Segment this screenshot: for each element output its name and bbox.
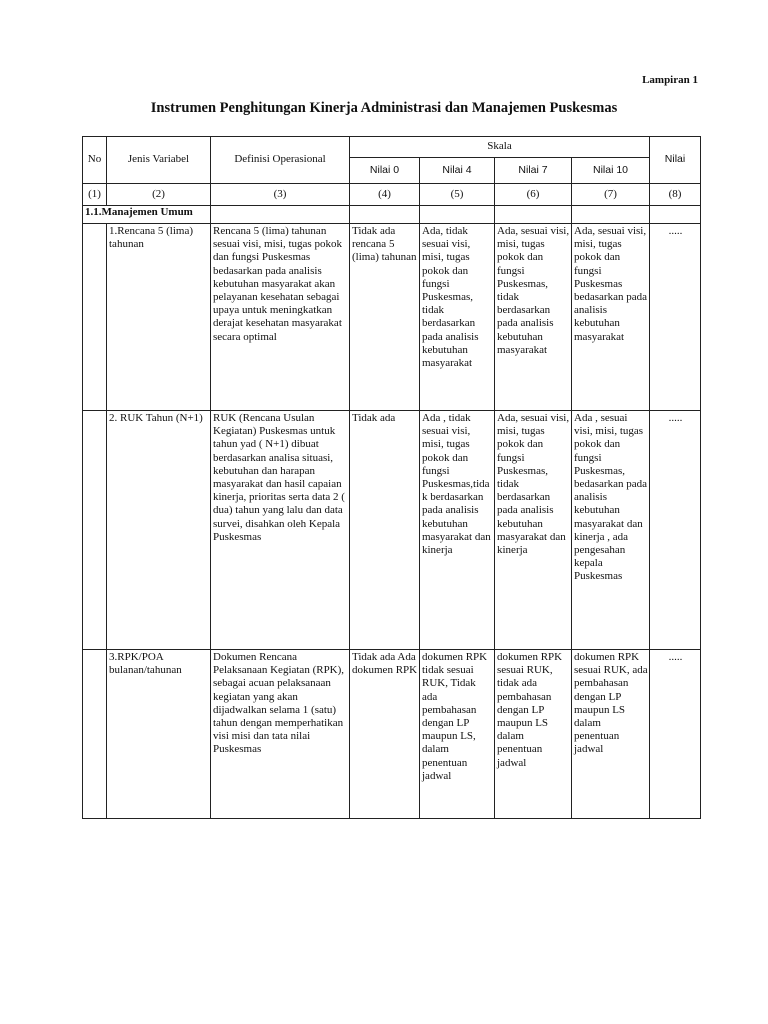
header-jenis-variabel: Jenis Variabel <box>107 137 211 184</box>
nilai-4-cell: dokumen RPK tidak sesuai RUK, Tidak ada pembahasan dengan LP maupun LS, dalam penentuan jadwal <box>420 650 495 819</box>
nilai-0-cell: Tidak ada Ada dokumen RPK <box>350 650 420 819</box>
nilai-4-cell: Ada, tidak sesuai visi, misi, tugas pokok dan fungsi Puskesmas, tidak berdasarkan pada analisis kebutuhan masyarakat <box>420 224 495 411</box>
col-number: (2) <box>107 184 211 206</box>
header-nilai-4: Nilai 4 <box>420 158 495 184</box>
nilai-7-cell: dokumen RPK sesuai RUK, tidak ada pembahasan dengan LP maupun LS dalam penentuan jadwal <box>495 650 572 819</box>
header-nilai: Nilai <box>650 137 701 184</box>
col-number: (4) <box>350 184 420 206</box>
col-number: (6) <box>495 184 572 206</box>
column-number-row <box>83 184 701 206</box>
jenis-variabel-cell: 2. RUK Tahun (N+1) <box>107 411 211 650</box>
header-nilai-10: Nilai 10 <box>572 158 650 184</box>
appendix-label: Lampiran 1 <box>642 74 698 86</box>
nilai-10-cell: Ada , sesuai visi, misi, tugas pokok dan fungsi Puskesmas, bedasarkan pada analisis kebutuhan masyarakat dan kinerja , ada pengesahan kepala Puskesmas <box>572 411 650 650</box>
empty-cell <box>420 206 495 224</box>
row-no-cell <box>83 411 107 650</box>
empty-cell <box>650 206 701 224</box>
table-row <box>83 650 701 819</box>
empty-cell <box>572 206 650 224</box>
definisi-cell: RUK (Rencana Usulan Kegiatan) Puskesmas untuk tahun yad ( N+1) dibuat berdasarkan analisa situasi, kebutuhan dan harapan masyarakat dan hasil capaian kinerja, prioritas serta data 2 ( dua) tahun yang lalu dan data survei, disahkan oleh Kepala Puskesmas <box>211 411 350 650</box>
header-no: No <box>83 137 107 184</box>
nilai-score-cell: ..... <box>650 224 701 411</box>
table-row <box>83 411 701 650</box>
nilai-score-cell: ..... <box>650 411 701 650</box>
jenis-variabel-cell: 1.Rencana 5 (lima) tahunan <box>107 224 211 411</box>
nilai-0-cell: Tidak ada <box>350 411 420 650</box>
header-nilai-7: Nilai 7 <box>495 158 572 184</box>
nilai-0-cell: Tidak ada rencana 5 (lima) tahunan <box>350 224 420 411</box>
row-no-cell <box>83 650 107 819</box>
section-title: 1.1.Manajemen Umum <box>83 206 211 224</box>
table-row <box>83 224 701 411</box>
nilai-10-cell: Ada, sesuai visi, misi, tugas pokok dan fungsi Puskesmas bedasarkan pada analisis kebutuhan masyarakat <box>572 224 650 411</box>
nilai-4-cell: Ada , tidak sesuai visi, misi, tugas pokok dan fungsi Puskesmas,tidak berdasarkan pada analisis kebutuhan masyarakat dan kinerja <box>420 411 495 650</box>
nilai-7-cell: Ada, sesuai visi, misi, tugas pokok dan fungsi Puskesmas, tidak berdasarkan pada analisis kebutuhan masyarakat dan kinerja <box>495 411 572 650</box>
row-no-cell <box>83 224 107 411</box>
empty-cell <box>495 206 572 224</box>
empty-cell <box>211 206 350 224</box>
col-number: (7) <box>572 184 650 206</box>
section-row <box>83 206 701 224</box>
jenis-variabel-cell: 3.RPK/POA bulanan/tahunan <box>107 650 211 819</box>
nilai-10-cell: dokumen RPK sesuai RUK, ada pembahasan dengan LP maupun LS dalam penentuan jadwal <box>572 650 650 819</box>
empty-cell <box>350 206 420 224</box>
header-nilai-0: Nilai 0 <box>350 158 420 184</box>
col-number: (8) <box>650 184 701 206</box>
definisi-cell: Rencana 5 (lima) tahunan sesuai visi, misi, tugas pokok dan fungsi Puskesmas bedasarkan pada analisis kebutuhan masyarakat akan pelayanan kesehatan sebagai upaya untuk meningkatkan derajat kesehatan masyarakat secara optimal <box>211 224 350 411</box>
header-definisi-operasional: Definisi Operasional <box>211 137 350 184</box>
col-number: (5) <box>420 184 495 206</box>
header-row-1 <box>83 137 701 158</box>
col-number: (3) <box>211 184 350 206</box>
nilai-score-cell: ..... <box>650 650 701 819</box>
definisi-cell: Dokumen Rencana Pelaksanaan Kegiatan (RPK), sebagai acuan pelaksanaan kegiatan yang akan dijadwalkan selama 1 (satu) tahun dengan memperhatikan visi misi dan tata nilai Puskesmas <box>211 650 350 819</box>
header-skala: Skala <box>350 137 650 158</box>
col-number: (1) <box>83 184 107 206</box>
nilai-7-cell: Ada, sesuai visi, misi, tugas pokok dan fungsi Puskesmas, tidak berdasarkan pada analisis kebutuhan masyarakat <box>495 224 572 411</box>
document-title: Instrumen Penghitungan Kinerja Administrasi dan Manajemen Puskesmas <box>150 100 618 116</box>
instrument-table <box>82 136 701 819</box>
